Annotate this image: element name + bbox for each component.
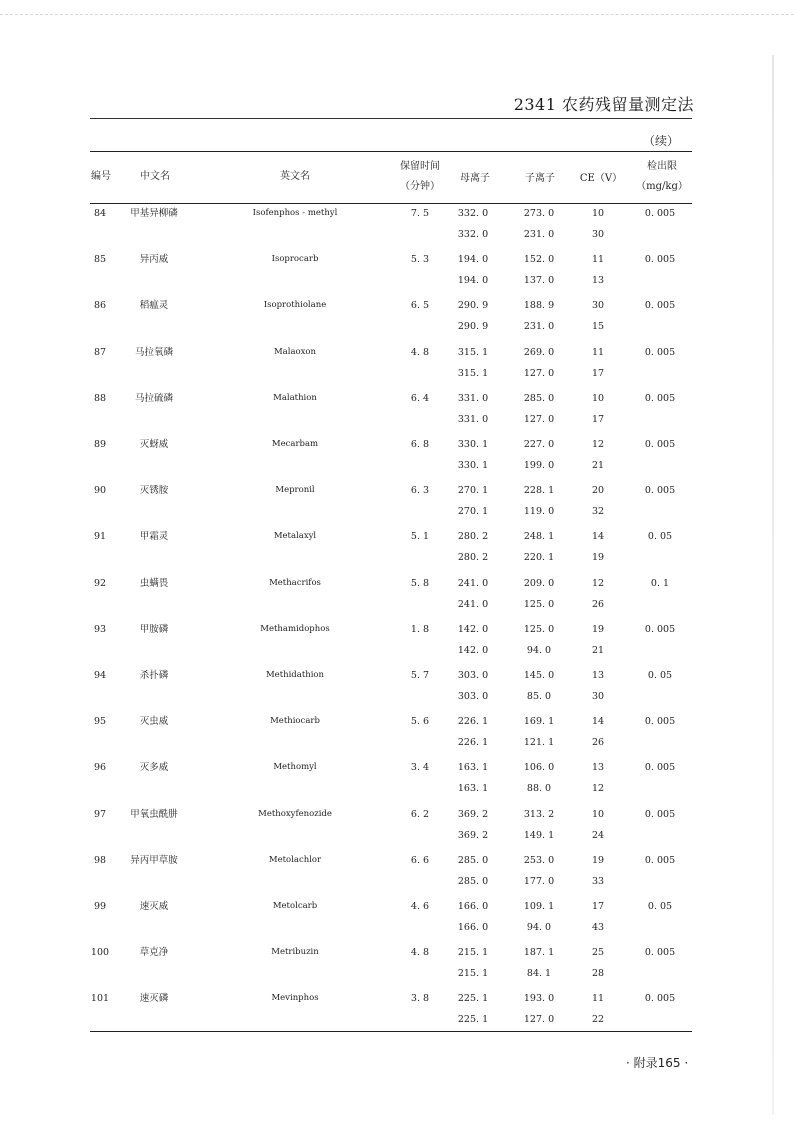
table-row (90, 203, 692, 249)
cell-lod: 0. 005 (644, 623, 676, 635)
cell-product-ion (520, 942, 558, 984)
cell-english-name: Mepronil (275, 485, 315, 496)
cell-chinese-name: 马拉硫磷 (134, 392, 173, 404)
cell-ce (587, 665, 609, 707)
cell-product-ion-value: 106. 0 (523, 762, 555, 774)
cell-parent-ion-value: 330. 1 (457, 439, 489, 450)
cell-product-ion (520, 526, 558, 568)
cell-product-ion-value: 127. 0 (523, 1014, 555, 1026)
cell-english-name: Methacrifos (269, 577, 321, 588)
cell-product-ion-value: 127. 0 (523, 367, 555, 379)
cell-retention-time: 5. 1 (410, 531, 430, 543)
cell-ce-value: 10 (591, 808, 605, 820)
cell-ce-value: 15 (591, 321, 605, 333)
cell-ce-value: 19 (591, 854, 605, 866)
cell-product-ion (520, 711, 558, 753)
cell-ce-value: 26 (591, 598, 605, 610)
table-row (90, 249, 692, 295)
cell-parent-ion-value: 163. 1 (457, 762, 489, 774)
cell-ce-value: 32 (591, 506, 605, 518)
cell-ce-value: 26 (591, 737, 605, 749)
cell-ce (587, 342, 609, 384)
table-row (90, 526, 692, 572)
cell-parent-ion-value: 166. 0 (457, 901, 489, 912)
cell-product-ion-value: 177. 0 (523, 875, 555, 887)
cell-chinese-name: 灭虫威 (139, 716, 169, 728)
cell-lod: 0. 005 (644, 439, 676, 450)
cell-ce-value: 11 (591, 346, 605, 358)
cell-no: 97 (93, 808, 107, 820)
cell-retention-time: 5. 6 (410, 716, 430, 728)
cell-lod: 0. 005 (644, 808, 676, 820)
cell-lod: 0. 005 (644, 947, 676, 959)
cell-retention-time: 4. 8 (410, 947, 430, 959)
cell-english-name: Malaoxon (273, 346, 317, 357)
cell-parent-ion (455, 249, 491, 291)
cell-parent-ion (455, 711, 491, 753)
cell-parent-ion (455, 896, 491, 938)
cell-product-ion-value: 228. 1 (523, 485, 555, 497)
table-row (90, 388, 692, 434)
cell-ce-value: 11 (591, 254, 605, 266)
cell-ce-value: 12 (591, 577, 605, 589)
cell-chinese-name: 甲基异柳磷 (130, 208, 178, 219)
cell-product-ion-value: 193. 0 (523, 993, 555, 1005)
header-parent-ion: 母离子 (460, 173, 490, 184)
cell-retention-time: 7. 5 (410, 208, 430, 219)
cell-chinese-name: 甲胺磷 (139, 623, 169, 635)
cell-parent-ion (455, 526, 491, 568)
cell-ce (587, 249, 609, 291)
cell-product-ion-value: 121. 1 (523, 737, 555, 749)
cell-parent-ion-value: 369. 2 (457, 808, 489, 820)
page-top-rule (0, 14, 794, 15)
cell-lod: 0. 005 (644, 208, 676, 219)
cell-parent-ion-value: 194. 0 (457, 254, 489, 266)
continued-label: （续） (643, 134, 680, 148)
cell-product-ion-value: 152. 0 (523, 254, 555, 266)
cell-no: 95 (93, 716, 107, 728)
cell-chinese-name: 杀扑磷 (139, 670, 169, 681)
cell-ce (587, 804, 609, 846)
cell-parent-ion (455, 480, 491, 522)
cell-no: 99 (93, 901, 107, 912)
cell-ce (587, 434, 609, 476)
cell-ce (587, 896, 609, 938)
cell-ce-value: 13 (591, 275, 605, 287)
cell-parent-ion-value: 285. 0 (457, 875, 489, 887)
cell-product-ion (520, 896, 558, 938)
cell-parent-ion-value: 215. 1 (457, 968, 489, 980)
running-head: 2341 农药残留量测定法 (513, 95, 694, 114)
cell-retention-time: 6. 4 (410, 392, 430, 404)
cell-lod: 0. 005 (644, 854, 676, 866)
cell-retention-time: 6. 5 (410, 300, 430, 312)
cell-english-name: Metribuzin (271, 947, 319, 958)
cell-parent-ion-value: 225. 1 (457, 1014, 489, 1026)
cell-product-ion (520, 480, 558, 522)
cell-product-ion-value: 313. 2 (523, 808, 555, 820)
cell-lod: 0. 005 (644, 485, 676, 497)
table-row (90, 757, 692, 803)
cell-product-ion (520, 988, 558, 1030)
cell-no: 85 (93, 254, 107, 266)
table-row (90, 573, 692, 619)
cell-parent-ion-value: 166. 0 (457, 922, 489, 933)
cell-ce-value: 20 (591, 485, 605, 497)
cell-ce-value: 14 (591, 531, 605, 543)
cell-parent-ion-value: 270. 1 (457, 485, 489, 497)
cell-chinese-name: 异丙甲草胺 (130, 854, 178, 866)
cell-parent-ion-value: 280. 2 (457, 552, 489, 564)
cell-ce-value: 13 (591, 762, 605, 774)
cell-parent-ion-value: 290. 9 (457, 300, 489, 312)
cell-parent-ion-value: 303. 0 (457, 670, 489, 681)
cell-lod: 0. 005 (644, 993, 676, 1005)
cell-parent-ion-value: 226. 1 (457, 737, 489, 749)
cell-no: 93 (93, 623, 107, 635)
cell-product-ion-value: 285. 0 (523, 392, 555, 404)
cell-parent-ion-value: 331. 0 (457, 392, 489, 404)
cell-lod: 0. 005 (644, 392, 676, 404)
cell-lod: 0. 005 (644, 300, 676, 312)
cell-parent-ion (455, 434, 491, 476)
cell-product-ion-value: 269. 0 (523, 346, 555, 358)
cell-product-ion (520, 757, 558, 799)
cell-ce-value: 43 (591, 922, 605, 933)
cell-product-ion (520, 804, 558, 846)
cell-chinese-name: 速灭磷 (139, 993, 169, 1005)
cell-english-name: Methidathion (265, 670, 325, 680)
cell-no: 86 (93, 300, 107, 312)
cell-ce-value: 22 (591, 1014, 605, 1026)
cell-retention-time: 4. 6 (410, 901, 430, 912)
cell-ce (587, 203, 609, 245)
cell-parent-ion (455, 988, 491, 1030)
cell-parent-ion-value: 194. 0 (457, 275, 489, 287)
cell-ce (587, 480, 609, 522)
cell-parent-ion-value: 330. 1 (457, 460, 489, 471)
table-row (90, 988, 692, 1034)
table-row (90, 896, 692, 942)
cell-product-ion (520, 850, 558, 892)
cell-product-ion-value: 273. 0 (523, 208, 555, 219)
cell-english-name: Methamidophos (260, 623, 330, 634)
cell-lod: 0. 005 (644, 254, 676, 266)
cell-product-ion (520, 295, 558, 337)
cell-chinese-name: 虫螨畏 (139, 577, 169, 589)
cell-product-ion-value: 187. 1 (523, 947, 555, 959)
cell-retention-time: 3. 4 (410, 762, 430, 774)
cell-product-ion (520, 342, 558, 384)
cell-chinese-name: 马拉氧磷 (134, 346, 173, 358)
cell-parent-ion (455, 573, 491, 615)
cell-retention-time: 6. 3 (410, 485, 430, 497)
cell-english-name: Mevinphos (271, 993, 319, 1004)
running-head-rule (90, 118, 692, 119)
cell-parent-ion (455, 804, 491, 846)
cell-no: 101 (90, 993, 110, 1005)
cell-ce (587, 573, 609, 615)
cell-lod: 0. 1 (650, 577, 670, 589)
cell-english-name: Metolcarb (272, 901, 318, 911)
cell-parent-ion-value: 369. 2 (457, 829, 489, 841)
cell-product-ion-value: 199. 0 (523, 460, 555, 471)
page-edge-shadow (772, 55, 774, 1115)
cell-ce-value: 30 (591, 300, 605, 312)
header-rt-line2: （分钟） (400, 181, 440, 192)
table-row (90, 295, 692, 341)
header-lod-line1: 检出限 (647, 161, 677, 172)
cell-parent-ion (455, 342, 491, 384)
header-no: 编号 (91, 171, 111, 182)
cell-english-name: Methomyl (273, 762, 317, 773)
cell-product-ion-value: 231. 0 (523, 321, 555, 333)
cell-product-ion (520, 388, 558, 430)
cell-lod: 0. 05 (647, 901, 673, 912)
cell-retention-time: 3. 8 (410, 993, 430, 1005)
page-footer: · 附录165 · (626, 1056, 689, 1070)
cell-parent-ion (455, 203, 491, 245)
cell-chinese-name: 甲霜灵 (139, 531, 169, 543)
cell-product-ion (520, 619, 558, 661)
cell-lod: 0. 005 (644, 346, 676, 358)
cell-parent-ion-value: 315. 1 (457, 346, 489, 358)
cell-product-ion (520, 249, 558, 291)
cell-chinese-name: 灭锈胺 (139, 485, 169, 497)
cell-parent-ion-value: 285. 0 (457, 854, 489, 866)
cell-product-ion-value: 188. 9 (523, 300, 555, 312)
cell-product-ion (520, 573, 558, 615)
cell-no: 100 (90, 947, 110, 959)
cell-parent-ion (455, 850, 491, 892)
cell-english-name: Methiocarb (270, 716, 320, 727)
cell-ce (587, 619, 609, 661)
cell-product-ion-value: 125. 0 (523, 598, 555, 610)
cell-no: 84 (93, 208, 107, 219)
cell-no: 98 (93, 854, 107, 866)
cell-ce (587, 711, 609, 753)
cell-product-ion-value: 253. 0 (523, 854, 555, 866)
table-row (90, 665, 692, 711)
cell-ce (587, 388, 609, 430)
cell-ce (587, 526, 609, 568)
cell-retention-time: 6. 8 (410, 439, 430, 450)
cell-ce (587, 757, 609, 799)
cell-parent-ion-value: 331. 0 (457, 413, 489, 425)
cell-chinese-name: 异丙威 (139, 254, 169, 266)
cell-product-ion-value: 209. 0 (523, 577, 555, 589)
cell-ce (587, 295, 609, 337)
cell-parent-ion (455, 388, 491, 430)
cell-no: 94 (93, 670, 107, 681)
cell-english-name: Isofenphos - methyl (252, 208, 338, 218)
cell-parent-ion-value: 215. 1 (457, 947, 489, 959)
cell-product-ion-value: 231. 0 (523, 229, 555, 240)
cell-ce-value: 12 (591, 439, 605, 450)
cell-parent-ion-value: 270. 1 (457, 506, 489, 518)
cell-ce-value: 25 (591, 947, 605, 959)
cell-parent-ion-value: 315. 1 (457, 367, 489, 379)
cell-retention-time: 5. 7 (410, 670, 430, 681)
cell-parent-ion-value: 332. 0 (457, 229, 489, 240)
cell-chinese-name: 灭蚜威 (139, 439, 169, 450)
cell-parent-ion (455, 757, 491, 799)
cell-lod: 0. 005 (644, 762, 676, 774)
cell-parent-ion-value: 280. 2 (457, 531, 489, 543)
cell-no: 91 (93, 531, 107, 543)
cell-ce-value: 10 (591, 208, 605, 219)
cell-product-ion-value: 149. 1 (523, 829, 555, 841)
cell-parent-ion-value: 241. 0 (457, 577, 489, 589)
cell-ce-value: 17 (591, 413, 605, 425)
cell-retention-time: 4. 8 (410, 346, 430, 358)
cell-no: 92 (93, 577, 107, 589)
header-ce: CE（V） (579, 173, 623, 184)
cell-no: 87 (93, 346, 107, 358)
cell-lod: 0. 005 (644, 716, 676, 728)
cell-english-name: Metolachlor (268, 854, 322, 865)
cell-product-ion-value: 88. 0 (526, 783, 552, 795)
cell-ce-value: 21 (591, 460, 605, 471)
cell-product-ion-value: 145. 0 (523, 670, 555, 681)
cell-ce-value: 30 (591, 691, 605, 702)
cell-product-ion-value: 94. 0 (526, 922, 552, 933)
cell-parent-ion-value: 303. 0 (457, 691, 489, 702)
cell-product-ion-value: 85. 0 (526, 691, 552, 702)
cell-english-name: Isoprothiolane (263, 300, 327, 311)
cell-lod: 0. 05 (647, 670, 673, 681)
table-row (90, 342, 692, 388)
cell-chinese-name: 甲氧虫酰肼 (130, 808, 178, 820)
cell-product-ion-value: 94. 0 (526, 644, 552, 656)
cell-product-ion-value: 84. 1 (526, 968, 552, 980)
cell-no: 89 (93, 439, 107, 450)
cell-lod: 0. 05 (647, 531, 673, 543)
table-top-rule (90, 151, 692, 152)
cell-product-ion-value: 169. 1 (523, 716, 555, 728)
cell-chinese-name: 稻瘟灵 (139, 300, 169, 312)
cell-english-name: Methoxyfenozide (258, 808, 332, 819)
cell-parent-ion (455, 295, 491, 337)
cell-ce-value: 12 (591, 783, 605, 795)
cell-parent-ion-value: 163. 1 (457, 783, 489, 795)
cell-ce (587, 942, 609, 984)
cell-ce-value: 10 (591, 392, 605, 404)
cell-ce-value: 24 (591, 829, 605, 841)
table-row (90, 711, 692, 757)
cell-product-ion-value: 127. 0 (523, 413, 555, 425)
cell-parent-ion (455, 619, 491, 661)
header-lod-line2: （mg/kg） (636, 181, 688, 192)
cell-parent-ion-value: 290. 9 (457, 321, 489, 333)
cell-parent-ion-value: 226. 1 (457, 716, 489, 728)
table-bottom-rule (90, 1031, 692, 1032)
header-rt-line1: 保留时间 (400, 161, 440, 172)
cell-parent-ion-value: 225. 1 (457, 993, 489, 1005)
cell-ce (587, 850, 609, 892)
header-cn: 中文名 (140, 171, 170, 182)
cell-ce-value: 21 (591, 644, 605, 656)
cell-chinese-name: 灭多威 (139, 762, 169, 774)
cell-ce-value: 33 (591, 875, 605, 887)
cell-product-ion-value: 109. 1 (523, 901, 555, 912)
cell-ce-value: 17 (591, 901, 605, 912)
cell-ce-value: 30 (591, 229, 605, 240)
cell-english-name: Metalaxyl (273, 531, 317, 542)
cell-ce-value: 28 (591, 968, 605, 980)
cell-product-ion-value: 137. 0 (523, 275, 555, 287)
table-row (90, 942, 692, 988)
cell-product-ion-value: 227. 0 (523, 439, 555, 450)
cell-product-ion-value: 220. 1 (523, 552, 555, 564)
cell-english-name: Malathion (273, 392, 317, 403)
cell-no: 96 (93, 762, 107, 774)
cell-ce-value: 17 (591, 367, 605, 379)
cell-ce-value: 11 (591, 993, 605, 1005)
header-en: 英文名 (280, 171, 310, 182)
table-row (90, 850, 692, 896)
cell-parent-ion (455, 942, 491, 984)
cell-ce-value: 14 (591, 716, 605, 728)
table-row (90, 480, 692, 526)
cell-retention-time: 6. 2 (410, 808, 430, 820)
cell-english-name: Isoprocarb (271, 254, 319, 265)
table-row (90, 434, 692, 480)
cell-retention-time: 5. 3 (410, 254, 430, 266)
cell-no: 88 (93, 392, 107, 404)
cell-product-ion (520, 434, 558, 476)
cell-product-ion-value: 248. 1 (523, 531, 555, 543)
cell-parent-ion-value: 142. 0 (457, 644, 489, 656)
cell-chinese-name: 速灭威 (139, 901, 169, 912)
cell-parent-ion (455, 665, 491, 707)
table-row (90, 804, 692, 850)
cell-chinese-name: 草克净 (139, 947, 169, 959)
cell-product-ion-value: 119. 0 (523, 506, 555, 518)
cell-retention-time: 5. 8 (410, 577, 430, 589)
table-row (90, 619, 692, 665)
cell-product-ion (520, 665, 558, 707)
cell-parent-ion-value: 332. 0 (457, 208, 489, 219)
cell-retention-time: 6. 6 (410, 854, 430, 866)
cell-product-ion-value: 125. 0 (523, 623, 555, 635)
cell-ce-value: 13 (591, 670, 605, 681)
cell-ce-value: 19 (591, 623, 605, 635)
cell-ce (587, 988, 609, 1030)
cell-ce-value: 19 (591, 552, 605, 564)
cell-english-name: Mecarbam (271, 439, 319, 449)
cell-product-ion (520, 203, 558, 245)
cell-parent-ion-value: 241. 0 (457, 598, 489, 610)
cell-parent-ion-value: 142. 0 (457, 623, 489, 635)
cell-retention-time: 1. 8 (410, 623, 430, 635)
header-product-ion: 子离子 (525, 173, 555, 184)
cell-no: 90 (93, 485, 107, 497)
